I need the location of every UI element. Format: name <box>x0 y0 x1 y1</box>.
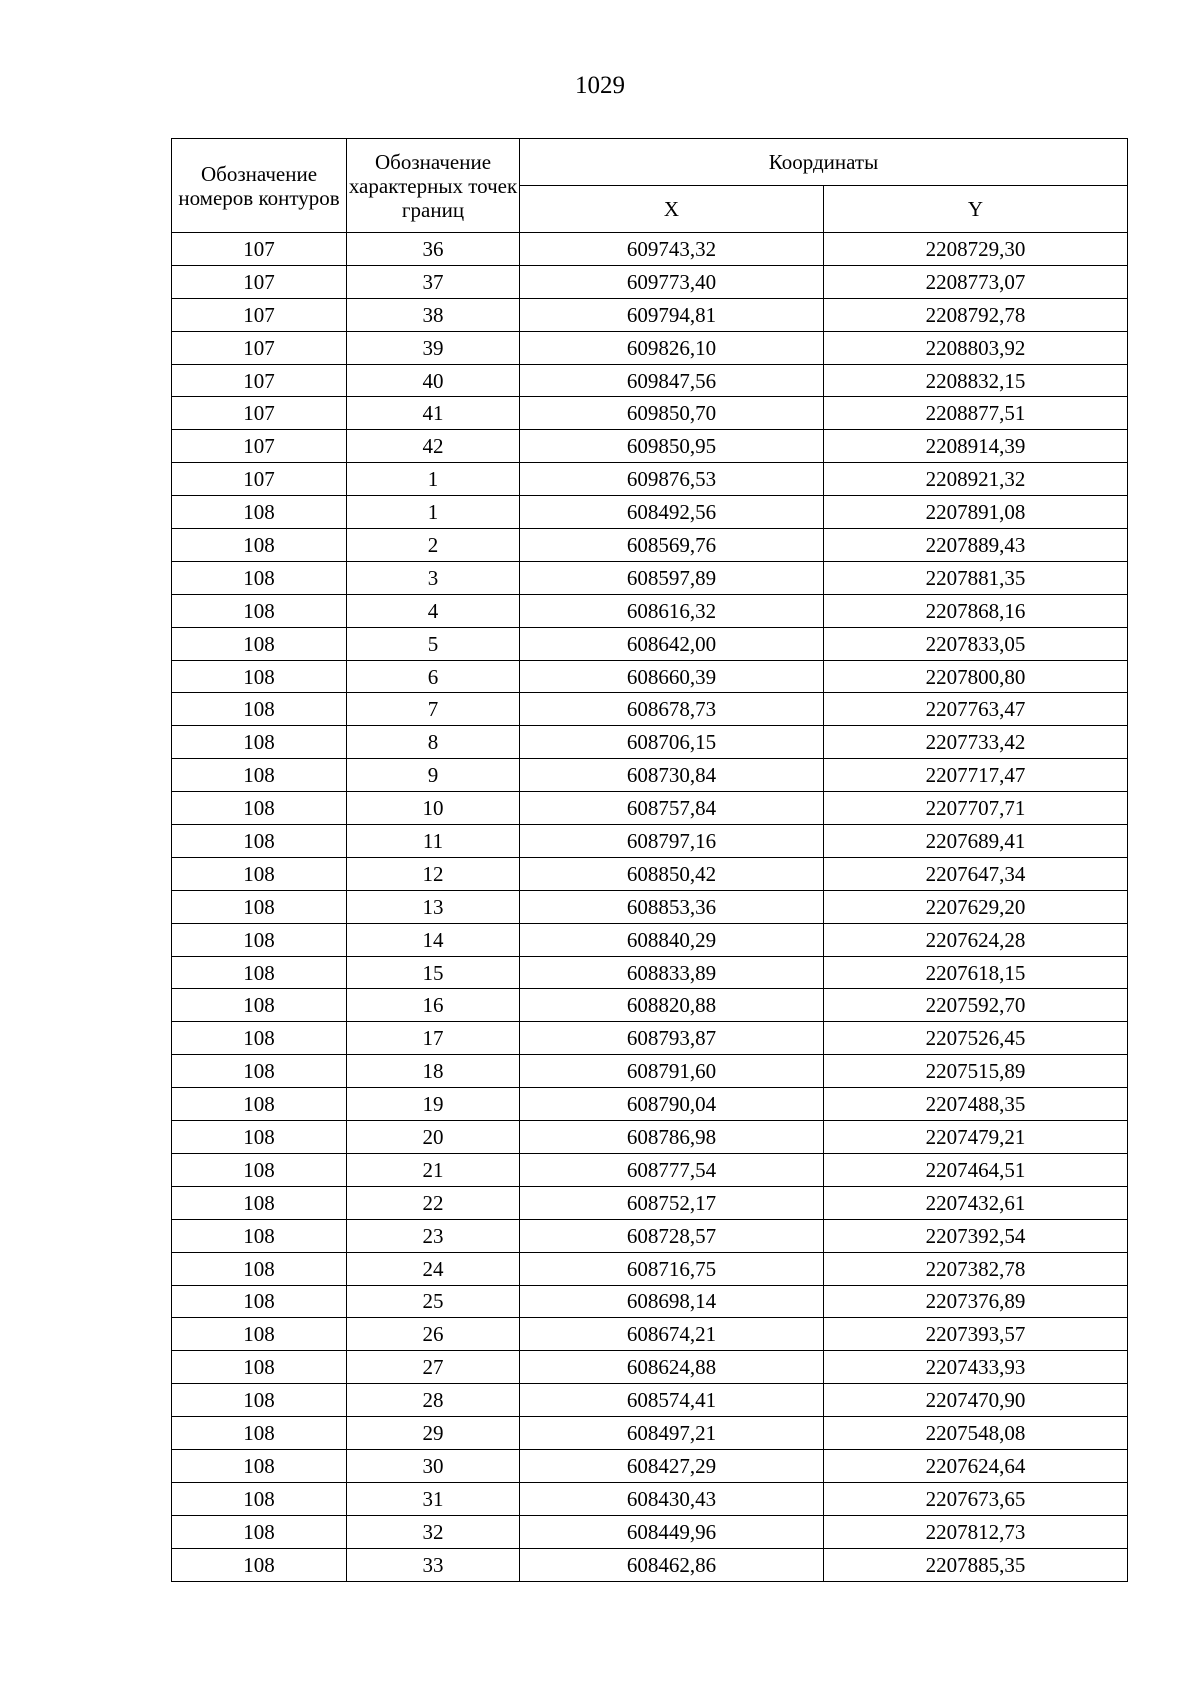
point-number-cell: 8 <box>347 726 520 759</box>
contour-number-cell: 108 <box>172 759 347 792</box>
table-row <box>172 1417 1128 1450</box>
contour-number-cell: 108 <box>172 1252 347 1285</box>
contour-number-cell: 107 <box>172 397 347 430</box>
page-number: 1029 <box>575 72 625 99</box>
contour-number-cell: 107 <box>172 265 347 298</box>
point-number-cell: 28 <box>347 1384 520 1417</box>
header-x: X <box>520 186 824 233</box>
point-number-cell: 32 <box>347 1515 520 1548</box>
y-coordinate-cell: 2208792,78 <box>824 298 1128 331</box>
x-coordinate-cell: 608616,32 <box>520 594 824 627</box>
x-coordinate-cell: 608793,87 <box>520 1022 824 1055</box>
point-number-cell: 22 <box>347 1186 520 1219</box>
y-coordinate-cell: 2207393,57 <box>824 1318 1128 1351</box>
point-number-cell: 6 <box>347 660 520 693</box>
table-row <box>172 792 1128 825</box>
contour-number-cell: 108 <box>172 726 347 759</box>
table-row <box>172 1055 1128 1088</box>
contour-number-cell: 108 <box>172 792 347 825</box>
x-coordinate-cell: 608678,73 <box>520 693 824 726</box>
y-coordinate-cell: 2207885,35 <box>824 1548 1128 1581</box>
y-coordinate-cell: 2208803,92 <box>824 331 1128 364</box>
x-coordinate-cell: 608660,39 <box>520 660 824 693</box>
contour-number-cell: 108 <box>172 1384 347 1417</box>
contour-number-cell: 108 <box>172 1285 347 1318</box>
contour-number-cell: 108 <box>172 857 347 890</box>
x-coordinate-cell: 608706,15 <box>520 726 824 759</box>
y-coordinate-cell: 2207881,35 <box>824 561 1128 594</box>
contour-number-cell: 108 <box>172 561 347 594</box>
y-coordinate-cell: 2207548,08 <box>824 1417 1128 1450</box>
table-row <box>172 463 1128 496</box>
y-coordinate-cell: 2207624,64 <box>824 1449 1128 1482</box>
y-coordinate-cell: 2207433,93 <box>824 1351 1128 1384</box>
contour-number-cell: 108 <box>172 594 347 627</box>
point-number-cell: 18 <box>347 1055 520 1088</box>
table-row <box>172 726 1128 759</box>
point-number-cell: 15 <box>347 956 520 989</box>
contour-number-cell: 108 <box>172 627 347 660</box>
x-coordinate-cell: 608728,57 <box>520 1219 824 1252</box>
x-coordinate-cell: 608797,16 <box>520 825 824 858</box>
point-number-cell: 36 <box>347 233 520 266</box>
contour-number-cell: 108 <box>172 1449 347 1482</box>
x-coordinate-cell: 608791,60 <box>520 1055 824 1088</box>
header-coordinates: Координаты <box>520 139 1128 186</box>
point-number-cell: 42 <box>347 430 520 463</box>
x-coordinate-cell: 608757,84 <box>520 792 824 825</box>
table-row <box>172 529 1128 562</box>
table-body <box>172 233 1128 1582</box>
point-number-cell: 1 <box>347 463 520 496</box>
x-coordinate-cell: 608574,41 <box>520 1384 824 1417</box>
point-number-cell: 21 <box>347 1153 520 1186</box>
y-coordinate-cell: 2207833,05 <box>824 627 1128 660</box>
table-header <box>172 139 1128 233</box>
table-row <box>172 265 1128 298</box>
header-contour-number: Обозначение номеров контуров <box>172 139 347 233</box>
x-coordinate-cell: 609773,40 <box>520 265 824 298</box>
point-number-cell: 16 <box>347 989 520 1022</box>
table-row <box>172 660 1128 693</box>
table-row <box>172 627 1128 660</box>
table-row <box>172 759 1128 792</box>
y-coordinate-cell: 2207624,28 <box>824 923 1128 956</box>
contour-number-cell: 108 <box>172 1417 347 1450</box>
table-row <box>172 989 1128 1022</box>
contour-number-cell: 108 <box>172 660 347 693</box>
table-row <box>172 1252 1128 1285</box>
contour-number-cell: 108 <box>172 529 347 562</box>
point-number-cell: 40 <box>347 364 520 397</box>
contour-number-cell: 107 <box>172 463 347 496</box>
contour-number-cell: 108 <box>172 1055 347 1088</box>
point-number-cell: 4 <box>347 594 520 627</box>
contour-number-cell: 108 <box>172 825 347 858</box>
coordinates-table <box>171 138 1128 1582</box>
contour-number-cell: 108 <box>172 1121 347 1154</box>
table-row <box>172 1088 1128 1121</box>
contour-number-cell: 108 <box>172 1515 347 1548</box>
table-row <box>172 1351 1128 1384</box>
point-number-cell: 31 <box>347 1482 520 1515</box>
y-coordinate-cell: 2207868,16 <box>824 594 1128 627</box>
point-number-cell: 20 <box>347 1121 520 1154</box>
y-coordinate-cell: 2208832,15 <box>824 364 1128 397</box>
table-row <box>172 825 1128 858</box>
point-number-cell: 41 <box>347 397 520 430</box>
x-coordinate-cell: 609794,81 <box>520 298 824 331</box>
table-row <box>172 397 1128 430</box>
table-row <box>172 923 1128 956</box>
table-row <box>172 1285 1128 1318</box>
x-coordinate-cell: 608820,88 <box>520 989 824 1022</box>
x-coordinate-cell: 608462,86 <box>520 1548 824 1581</box>
x-coordinate-cell: 608716,75 <box>520 1252 824 1285</box>
contour-number-cell: 107 <box>172 331 347 364</box>
y-coordinate-cell: 2207526,45 <box>824 1022 1128 1055</box>
table-row <box>172 233 1128 266</box>
y-coordinate-cell: 2207647,34 <box>824 857 1128 890</box>
x-coordinate-cell: 608786,98 <box>520 1121 824 1154</box>
y-coordinate-cell: 2207733,42 <box>824 726 1128 759</box>
x-coordinate-cell: 608449,96 <box>520 1515 824 1548</box>
point-number-cell: 27 <box>347 1351 520 1384</box>
x-coordinate-cell: 608790,04 <box>520 1088 824 1121</box>
x-coordinate-cell: 608597,89 <box>520 561 824 594</box>
y-coordinate-cell: 2207376,89 <box>824 1285 1128 1318</box>
x-coordinate-cell: 608833,89 <box>520 956 824 989</box>
y-coordinate-cell: 2207618,15 <box>824 956 1128 989</box>
x-coordinate-cell: 608430,43 <box>520 1482 824 1515</box>
y-coordinate-cell: 2207717,47 <box>824 759 1128 792</box>
x-coordinate-cell: 608624,88 <box>520 1351 824 1384</box>
point-number-cell: 12 <box>347 857 520 890</box>
y-coordinate-cell: 2208921,32 <box>824 463 1128 496</box>
point-number-cell: 23 <box>347 1219 520 1252</box>
contour-number-cell: 108 <box>172 1482 347 1515</box>
point-number-cell: 19 <box>347 1088 520 1121</box>
contour-number-cell: 108 <box>172 956 347 989</box>
table-row <box>172 331 1128 364</box>
table-row <box>172 561 1128 594</box>
point-number-cell: 10 <box>347 792 520 825</box>
contour-number-cell: 108 <box>172 989 347 1022</box>
y-coordinate-cell: 2207392,54 <box>824 1219 1128 1252</box>
table-row <box>172 956 1128 989</box>
y-coordinate-cell: 2207515,89 <box>824 1055 1128 1088</box>
point-number-cell: 2 <box>347 529 520 562</box>
x-coordinate-cell: 608840,29 <box>520 923 824 956</box>
header-y: Y <box>824 186 1128 233</box>
y-coordinate-cell: 2208729,30 <box>824 233 1128 266</box>
point-number-cell: 5 <box>347 627 520 660</box>
table-row <box>172 1449 1128 1482</box>
table-row <box>172 1548 1128 1581</box>
table-row <box>172 693 1128 726</box>
contour-number-cell: 107 <box>172 298 347 331</box>
contour-number-cell: 108 <box>172 1351 347 1384</box>
point-number-cell: 3 <box>347 561 520 594</box>
contour-number-cell: 108 <box>172 923 347 956</box>
point-number-cell: 39 <box>347 331 520 364</box>
contour-number-cell: 108 <box>172 1219 347 1252</box>
contour-number-cell: 107 <box>172 430 347 463</box>
x-coordinate-cell: 608752,17 <box>520 1186 824 1219</box>
table-row <box>172 890 1128 923</box>
point-number-cell: 24 <box>347 1252 520 1285</box>
y-coordinate-cell: 2208773,07 <box>824 265 1128 298</box>
table-row <box>172 1318 1128 1351</box>
x-coordinate-cell: 609876,53 <box>520 463 824 496</box>
x-coordinate-cell: 608427,29 <box>520 1449 824 1482</box>
contour-number-cell: 108 <box>172 496 347 529</box>
contour-number-cell: 108 <box>172 1318 347 1351</box>
x-coordinate-cell: 608642,00 <box>520 627 824 660</box>
y-coordinate-cell: 2207592,70 <box>824 989 1128 1022</box>
point-number-cell: 33 <box>347 1548 520 1581</box>
point-number-cell: 29 <box>347 1417 520 1450</box>
y-coordinate-cell: 2207470,90 <box>824 1384 1128 1417</box>
point-number-cell: 26 <box>347 1318 520 1351</box>
x-coordinate-cell: 609847,56 <box>520 364 824 397</box>
contour-number-cell: 108 <box>172 1548 347 1581</box>
point-number-cell: 11 <box>347 825 520 858</box>
contour-number-cell: 108 <box>172 693 347 726</box>
x-coordinate-cell: 608853,36 <box>520 890 824 923</box>
point-number-cell: 14 <box>347 923 520 956</box>
y-coordinate-cell: 2207763,47 <box>824 693 1128 726</box>
x-coordinate-cell: 608674,21 <box>520 1318 824 1351</box>
table-row <box>172 430 1128 463</box>
x-coordinate-cell: 608492,56 <box>520 496 824 529</box>
table-row <box>172 1121 1128 1154</box>
table-row <box>172 298 1128 331</box>
x-coordinate-cell: 608777,54 <box>520 1153 824 1186</box>
y-coordinate-cell: 2207891,08 <box>824 496 1128 529</box>
table-row <box>172 496 1128 529</box>
point-number-cell: 9 <box>347 759 520 792</box>
table-row <box>172 1022 1128 1055</box>
x-coordinate-cell: 609850,70 <box>520 397 824 430</box>
y-coordinate-cell: 2207464,51 <box>824 1153 1128 1186</box>
table-row <box>172 1219 1128 1252</box>
header-point-designation: Обозначение характерных точек границ <box>347 139 520 233</box>
x-coordinate-cell: 608497,21 <box>520 1417 824 1450</box>
x-coordinate-cell: 608850,42 <box>520 857 824 890</box>
x-coordinate-cell: 609743,32 <box>520 233 824 266</box>
y-coordinate-cell: 2207629,20 <box>824 890 1128 923</box>
table-row <box>172 1482 1128 1515</box>
table-row <box>172 857 1128 890</box>
x-coordinate-cell: 608698,14 <box>520 1285 824 1318</box>
x-coordinate-cell: 608569,76 <box>520 529 824 562</box>
table-row <box>172 1384 1128 1417</box>
table-row <box>172 1186 1128 1219</box>
x-coordinate-cell: 608730,84 <box>520 759 824 792</box>
y-coordinate-cell: 2207673,65 <box>824 1482 1128 1515</box>
table-row <box>172 1515 1128 1548</box>
y-coordinate-cell: 2207812,73 <box>824 1515 1128 1548</box>
contour-number-cell: 108 <box>172 1022 347 1055</box>
contour-number-cell: 108 <box>172 1088 347 1121</box>
y-coordinate-cell: 2207432,61 <box>824 1186 1128 1219</box>
y-coordinate-cell: 2207889,43 <box>824 529 1128 562</box>
y-coordinate-cell: 2208877,51 <box>824 397 1128 430</box>
contour-number-cell: 107 <box>172 233 347 266</box>
table-row <box>172 364 1128 397</box>
point-number-cell: 17 <box>347 1022 520 1055</box>
table-row <box>172 1153 1128 1186</box>
y-coordinate-cell: 2207479,21 <box>824 1121 1128 1154</box>
point-number-cell: 25 <box>347 1285 520 1318</box>
contour-number-cell: 108 <box>172 1153 347 1186</box>
x-coordinate-cell: 609826,10 <box>520 331 824 364</box>
point-number-cell: 7 <box>347 693 520 726</box>
point-number-cell: 13 <box>347 890 520 923</box>
y-coordinate-cell: 2208914,39 <box>824 430 1128 463</box>
y-coordinate-cell: 2207488,35 <box>824 1088 1128 1121</box>
contour-number-cell: 107 <box>172 364 347 397</box>
contour-number-cell: 108 <box>172 1186 347 1219</box>
x-coordinate-cell: 609850,95 <box>520 430 824 463</box>
y-coordinate-cell: 2207800,80 <box>824 660 1128 693</box>
y-coordinate-cell: 2207689,41 <box>824 825 1128 858</box>
point-number-cell: 30 <box>347 1449 520 1482</box>
y-coordinate-cell: 2207382,78 <box>824 1252 1128 1285</box>
table-row <box>172 594 1128 627</box>
y-coordinate-cell: 2207707,71 <box>824 792 1128 825</box>
point-number-cell: 38 <box>347 298 520 331</box>
contour-number-cell: 108 <box>172 890 347 923</box>
point-number-cell: 37 <box>347 265 520 298</box>
point-number-cell: 1 <box>347 496 520 529</box>
